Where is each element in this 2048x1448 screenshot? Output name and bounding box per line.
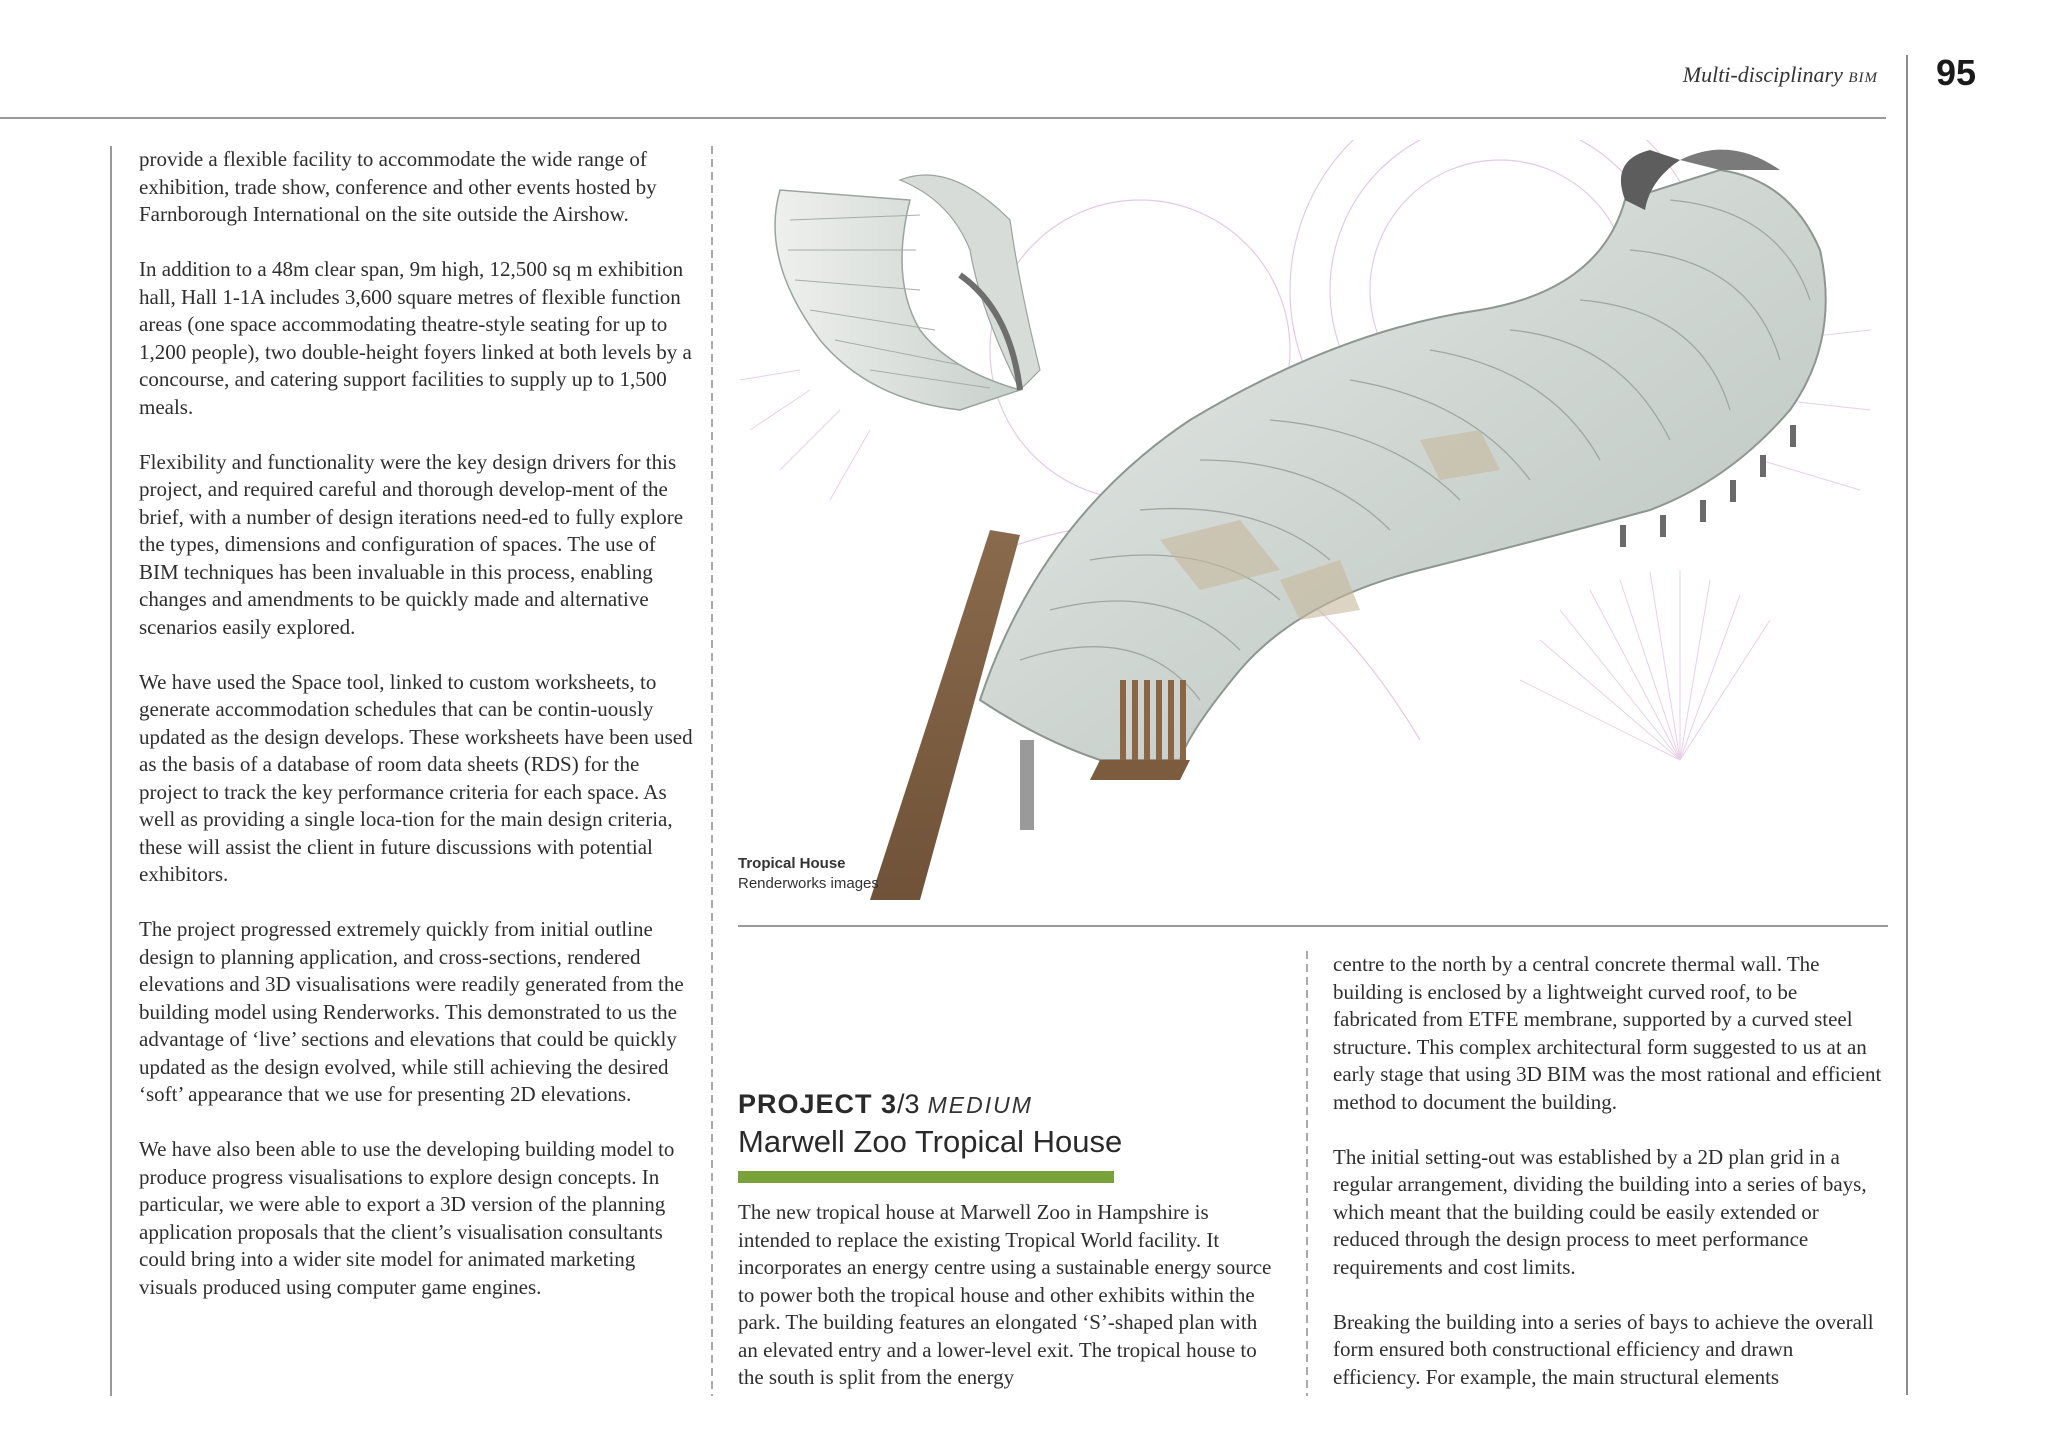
paragraph: The initial setting-out was established by a 2D plan grid in a regular arrangement, dividing the building into a series of bays, which meant that the building could be easily extended or reduced through the design process to meet performance requirements and cost limits. <box>1333 1144 1867 1279</box>
caption-credit: Renderworks images <box>738 875 879 892</box>
building-render-illustration <box>720 140 1890 900</box>
image-bottom-rule <box>738 925 1888 927</box>
small-building-view <box>775 175 1040 410</box>
paragraph: The project progressed extremely quickly from initial outline design to planning application, and cross-sections, rendered elevations and 3D visualisations were readily generated from the building model using Renderworks. This demonstrated to us the advantage of ‘live’ sections and elevations that could be quickly updated as the design evolved, while still achieving the desired ‘soft’ appearance that we use for presenting 2D elevations. <box>139 917 684 1106</box>
right-column <box>1333 951 1883 1391</box>
paragraph: centre to the north by a central concrete thermal wall. The building is enclosed by a lightweight curved roof, to be fabricated from ETFE membrane, supported by a curved steel structure. This complex architectural form suggested to us at an early stage that using 3D BIM was the most rational and efficient method to document the building. <box>1333 952 1882 1114</box>
paragraph: The new tropical house at Marwell Zoo in Hampshire is intended to replace the existing Tropical World facility. It incorporates an energy centre using a sustainable energy source to power both the tropical house and other exhibits within the park. The building features an elongated ‘S’-shaped plan with an elevated entry and a lower-level exit. The tropical house to the south is split from the energy <box>738 1200 1272 1389</box>
column-divider-left <box>711 146 713 1396</box>
figure-caption <box>738 854 879 894</box>
project-total: /3 <box>897 1089 920 1119</box>
middle-column <box>738 1199 1278 1392</box>
paragraph: We have also been able to use the developing building model to produce progress visualisations to explore design concepts. In particular, we were able to export a 3D version of the planning application proposals that the client’s visualisation consultants could bring into a wider site model for animated marketing visuals produced using computer game engines. <box>139 1137 675 1299</box>
paragraph: We have used the Space tool, linked to custom worksheets, to generate accommodation schedules that can be contin-uously updated as the design develops. These worksheets have been used as the basis of a database of room data sheets (RDS) for the project to track the key performance criteria for each space. As well as providing a single loca-tion for the main design criteria, these will assist the client in future discussions with potential exhibitors. <box>139 669 693 886</box>
project-size-tag: MEDIUM <box>927 1092 1033 1118</box>
tropical-house-render <box>720 140 1890 900</box>
project-accent-bar <box>738 1171 1114 1183</box>
page-number: 95 <box>1936 52 1977 93</box>
running-head-smallcaps: BIM <box>1848 70 1878 86</box>
paragraph: Breaking the building into a series of bays to achieve the overall form ensured both constructional efficiency and drawn efficiency. For example, the main structural elements <box>1333 1309 1874 1389</box>
running-head-text: Multi-disciplinary <box>1682 62 1849 87</box>
header-rule <box>0 117 1886 119</box>
caption-title: Tropical House <box>738 855 846 872</box>
left-margin-rule <box>110 146 112 1396</box>
left-column <box>139 146 694 1301</box>
paragraph: provide a flexible facility to accommodate the wide range of exhibition, trade show, conference and other events hosted by Farnborough International on the site outside the Airshow. <box>139 147 657 226</box>
project-title: Marwell Zoo Tropical House <box>738 1124 1123 1159</box>
project-label <box>738 1089 1033 1120</box>
project-number: PROJECT 3 <box>738 1089 898 1119</box>
page-number-divider <box>1906 55 1908 1395</box>
column-divider-right <box>1306 951 1308 1396</box>
paragraph: Flexibility and functionality were the key design drivers for this project, and required careful and thorough develop-ment of the brief, with a number of design iterations need-ed to fully explore the types, dimensions and configuration of spaces. The use of BIM techniques has been invaluable in this process, enabling changes and amendments to be quickly made and alternative scenarios easily explored. <box>139 449 684 639</box>
paragraph: In addition to a 48m clear span, 9m high, 12,500 sq m exhibition hall, Hall 1-1A includes 3,600 square metres of flexible function areas (one space accommodating theatre-style seating for up to 1,200 people), two double-height foyers linked at both levels by a concourse, and catering support facilities to supply up to 1,500 meals. <box>139 257 692 419</box>
running-head <box>1683 62 1878 88</box>
